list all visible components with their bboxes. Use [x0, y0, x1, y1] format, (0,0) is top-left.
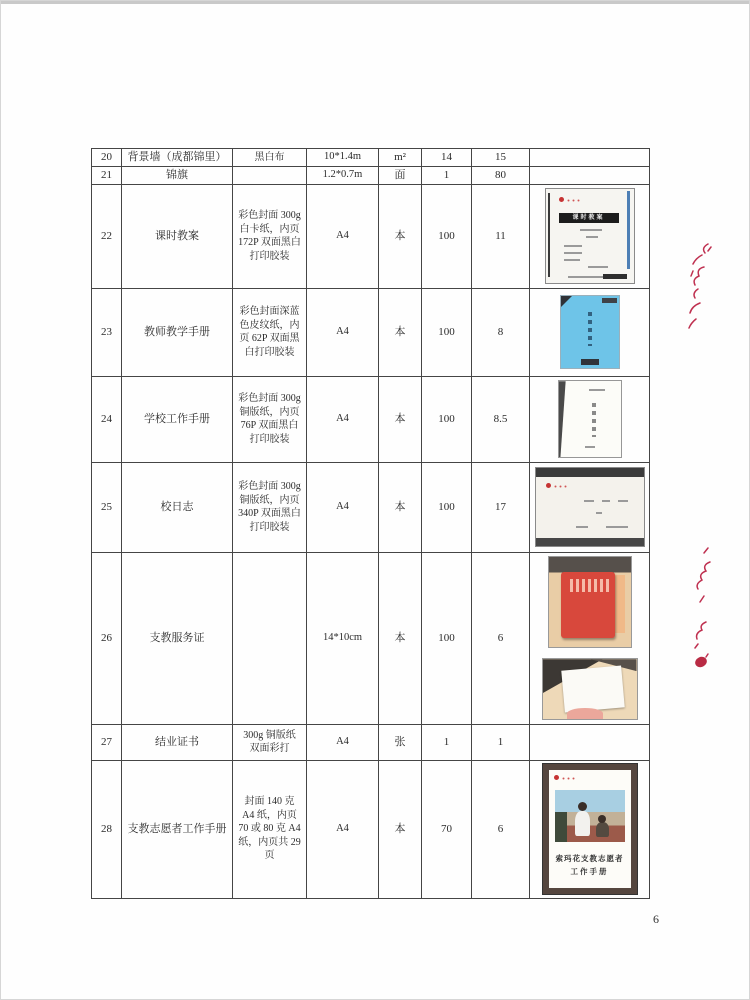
- cell-size: A4: [307, 462, 379, 552]
- text-line-mark: [564, 252, 582, 254]
- cell-no: 28: [92, 760, 122, 898]
- teacher-figure: [575, 811, 590, 836]
- photo-dark-bar: [536, 468, 644, 477]
- cell-size: A4: [307, 760, 379, 898]
- cell-no: 27: [92, 724, 122, 760]
- photo-edge-shadow: [559, 381, 572, 457]
- cell-no: 21: [92, 166, 122, 184]
- cell-price: 8.5: [472, 376, 530, 462]
- cell-no: 26: [92, 552, 122, 724]
- text-line-mark: [580, 229, 602, 231]
- cell-image: [530, 149, 650, 167]
- text-line-mark: [589, 389, 605, 391]
- photo-corner-shadow: [561, 296, 572, 307]
- cell-image: [530, 376, 650, 462]
- cell-unit: 本: [379, 376, 422, 462]
- cell-size: 10*1.4m: [307, 149, 379, 167]
- cover-title-bar: 课时教案: [559, 213, 619, 223]
- cell-image: [530, 184, 650, 288]
- table-row: [92, 376, 650, 462]
- cell-price: 15: [472, 149, 530, 167]
- cell-unit: 本: [379, 288, 422, 376]
- table-row: [92, 724, 650, 760]
- hand-fingers: [567, 708, 603, 719]
- page-number: 6: [653, 912, 659, 926]
- red-ink-mark: [686, 544, 720, 674]
- school-handbook-cover-photo: [558, 380, 622, 458]
- cell-material: 300g 铜版纸 双面彩打: [233, 724, 307, 760]
- cell-price: 1: [472, 724, 530, 760]
- red-logo-icon: [546, 483, 551, 488]
- cell-size: A4: [307, 376, 379, 462]
- lesson-plan-cover-photo: [545, 188, 635, 284]
- cell-unit: 张: [379, 724, 422, 760]
- photo-blue-edge: [627, 191, 630, 269]
- cell-size: A4: [307, 184, 379, 288]
- cell-unit: 本: [379, 760, 422, 898]
- photo-edge-shadow: [548, 193, 550, 277]
- cell-price: 6: [472, 760, 530, 898]
- table-row: [92, 760, 650, 898]
- cell-unit: 本: [379, 184, 422, 288]
- text-line-mark: [564, 259, 580, 261]
- cell-quantity: 100: [422, 376, 472, 462]
- red-ink-mark: [684, 241, 716, 339]
- photo-label-mark: [602, 298, 617, 303]
- text-line-mark: [585, 446, 595, 448]
- cell-name: 背景墙（成都锦里）: [122, 149, 233, 167]
- cell-quantity: 100: [422, 552, 472, 724]
- cover-title-line1: 索玛花支教志愿者: [555, 854, 624, 864]
- text-line-mark: [586, 236, 598, 238]
- cell-quantity: 100: [422, 462, 472, 552]
- cell-no: 24: [92, 376, 122, 462]
- booklet-title-mark: [570, 579, 610, 592]
- cell-price: 11: [472, 184, 530, 288]
- cell-material: 彩色封面 300g 白卡纸，内页 172P 双面黑白打印胶装: [233, 184, 307, 288]
- cell-unit: 本: [379, 552, 422, 724]
- cell-price: 80: [472, 166, 530, 184]
- text-line-mark: [618, 500, 628, 502]
- table-row: [92, 149, 650, 167]
- cell-quantity: 1: [422, 166, 472, 184]
- photo-label-mark: [581, 359, 599, 365]
- cell-quantity: 100: [422, 184, 472, 288]
- photo-dark-bar: [536, 538, 644, 546]
- cell-unit: 本: [379, 462, 422, 552]
- cover-photo-scene: [555, 790, 625, 842]
- cell-price: 8: [472, 288, 530, 376]
- cell-no: 22: [92, 184, 122, 288]
- white-card: [561, 666, 624, 713]
- cell-material: 封面 140 克 A4 纸，内页 70 或 80 克 A4 纸，内页共 29 页: [233, 760, 307, 898]
- cell-name: 结业证书: [122, 724, 233, 760]
- cell-unit: 面: [379, 166, 422, 184]
- text-line-mark: [564, 245, 582, 247]
- cell-unit: m²: [379, 149, 422, 167]
- table-row: [92, 462, 650, 552]
- table-row: [92, 166, 650, 184]
- table-row: [92, 184, 650, 288]
- cell-material: [233, 552, 307, 724]
- cell-material: 彩色封面 300g 铜版纸，内页 76P 双面黑白打印胶装: [233, 376, 307, 462]
- vertical-text-mark: [588, 312, 592, 346]
- red-logo-icon: [559, 197, 564, 202]
- text-line-mark: [602, 500, 610, 502]
- cell-no: 25: [92, 462, 122, 552]
- cell-price: 17: [472, 462, 530, 552]
- text-line-mark: [576, 526, 588, 528]
- cell-image: [530, 760, 650, 898]
- cell-name: 教师教学手册: [122, 288, 233, 376]
- text-line-mark: [568, 276, 604, 278]
- cell-name: 校日志: [122, 462, 233, 552]
- cell-quantity: 1: [422, 724, 472, 760]
- cell-material: 黑白布: [233, 149, 307, 167]
- cell-quantity: 100: [422, 288, 472, 376]
- cell-image: [530, 724, 650, 760]
- cell-name: 支教志愿者工作手册: [122, 760, 233, 898]
- cell-price: 6: [472, 552, 530, 724]
- cell-image: [530, 288, 650, 376]
- certificate-inner-page-photo: [542, 658, 638, 720]
- text-line-mark: [606, 526, 628, 528]
- cell-size: 14*10cm: [307, 552, 379, 724]
- cell-name: 课时教案: [122, 184, 233, 288]
- photo-dark-bar: [603, 274, 627, 279]
- cell-image: [530, 462, 650, 552]
- cell-image: [530, 166, 650, 184]
- cell-quantity: 14: [422, 149, 472, 167]
- text-line-mark: [588, 266, 608, 268]
- cell-no: 20: [92, 149, 122, 167]
- items-table: [91, 148, 649, 899]
- cell-material: 彩色封面 300g 铜版纸，内页 340P 双面黑白打印胶装: [233, 462, 307, 552]
- cell-name: 支教服务证: [122, 552, 233, 724]
- cell-image: [530, 552, 650, 724]
- red-certificate-booklet-photo: [548, 556, 632, 648]
- cell-size: A4: [307, 724, 379, 760]
- blue-handbook-cover-photo: [560, 295, 620, 369]
- cell-material: [233, 166, 307, 184]
- table-row: [92, 288, 650, 376]
- cell-material: 彩色封面深蓝色皮纹纸，内页 62P 双面黑白打印胶装: [233, 288, 307, 376]
- table-row: [92, 552, 650, 724]
- cell-name: 学校工作手册: [122, 376, 233, 462]
- child-figure: [596, 822, 609, 837]
- cell-name: 锦旗: [122, 166, 233, 184]
- volunteer-handbook-cover-photo: [543, 764, 637, 894]
- red-logo-icon: [554, 775, 559, 780]
- cell-size: 1.2*0.7m: [307, 166, 379, 184]
- text-line-mark: [596, 512, 602, 514]
- bush-shape: [555, 812, 567, 842]
- text-line-mark: [584, 500, 594, 502]
- vertical-text-mark: [592, 403, 596, 437]
- school-journal-photo: [535, 467, 645, 547]
- cell-no: 23: [92, 288, 122, 376]
- cell-size: A4: [307, 288, 379, 376]
- cell-quantity: 70: [422, 760, 472, 898]
- cover-title-line2: 工作手册: [570, 867, 609, 877]
